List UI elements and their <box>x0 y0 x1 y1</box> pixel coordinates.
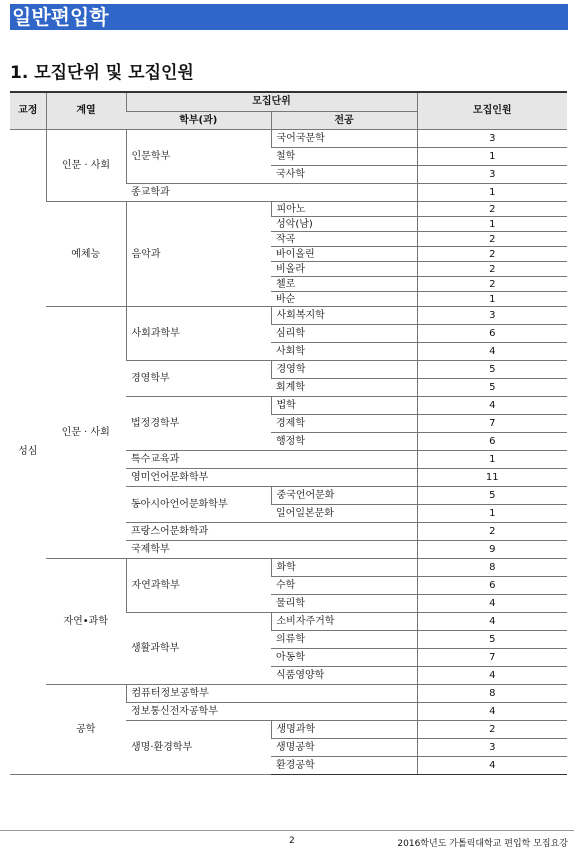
count-cell: 4 <box>417 595 567 613</box>
major-cell: 경영학 <box>271 361 417 379</box>
major-cell: 행정학 <box>271 433 417 451</box>
major-cell: 철학 <box>271 148 417 166</box>
count-cell: 1 <box>417 217 567 232</box>
major-cell: 중국언어문화 <box>271 487 417 505</box>
dept-cell: 법정경학부 <box>126 397 271 451</box>
major-cell: 수학 <box>271 577 417 595</box>
dept-cell: 생활과학부 <box>126 613 271 685</box>
page-number: 2 <box>289 836 295 846</box>
dept-cell: 인문학부 <box>126 130 271 184</box>
major-cell: 아동학 <box>271 649 417 667</box>
dept-cell: 프랑스어문화학과 <box>126 523 417 541</box>
header-major: 전공 <box>271 112 417 130</box>
major-cell: 국어국문학 <box>271 130 417 148</box>
count-cell: 5 <box>417 631 567 649</box>
major-cell: 비올라 <box>271 262 417 277</box>
major-cell: 사회학 <box>271 343 417 361</box>
count-cell: 2 <box>417 262 567 277</box>
field-cell: 예체능 <box>46 202 126 307</box>
page-banner: 일반편입학 <box>10 4 568 30</box>
count-cell: 1 <box>417 184 567 202</box>
count-cell: 4 <box>417 667 567 685</box>
major-cell: 법학 <box>271 397 417 415</box>
count-cell: 1 <box>417 505 567 523</box>
major-cell: 성악(남) <box>271 217 417 232</box>
count-cell: 4 <box>417 397 567 415</box>
count-cell: 4 <box>417 757 567 775</box>
count-cell: 1 <box>417 292 567 307</box>
major-cell: 물리학 <box>271 595 417 613</box>
header-field: 계열 <box>46 92 126 130</box>
count-cell: 9 <box>417 541 567 559</box>
dept-cell: 종교학과 <box>126 184 417 202</box>
count-cell: 2 <box>417 247 567 262</box>
header-campus: 교정 <box>10 92 46 130</box>
campus-cell: 성심 <box>10 130 46 775</box>
count-cell: 2 <box>417 277 567 292</box>
count-cell: 1 <box>417 451 567 469</box>
dept-cell: 음악과 <box>126 202 271 307</box>
count-cell: 7 <box>417 649 567 667</box>
dept-cell: 경영학부 <box>126 361 271 397</box>
count-cell: 6 <box>417 325 567 343</box>
count-cell: 6 <box>417 433 567 451</box>
major-cell: 의류학 <box>271 631 417 649</box>
dept-cell: 컴퓨터정보공학부 <box>126 685 417 703</box>
count-cell: 5 <box>417 379 567 397</box>
footer-divider <box>0 830 574 831</box>
major-cell: 경제학 <box>271 415 417 433</box>
count-cell: 2 <box>417 523 567 541</box>
major-cell: 바이올린 <box>271 247 417 262</box>
section-heading: 1. 모집단위 및 모집인원 <box>10 63 194 83</box>
count-cell: 3 <box>417 307 567 325</box>
dept-cell: 생명·환경학부 <box>126 721 271 775</box>
count-cell: 8 <box>417 685 567 703</box>
field-cell: 자연•과학 <box>46 559 126 685</box>
dept-cell: 특수교육과 <box>126 451 417 469</box>
major-cell: 일어일본문화 <box>271 505 417 523</box>
count-cell: 5 <box>417 361 567 379</box>
count-cell: 3 <box>417 739 567 757</box>
dept-cell: 영미언어문화학부 <box>126 469 417 487</box>
major-cell: 심리학 <box>271 325 417 343</box>
dept-cell: 국제학부 <box>126 541 417 559</box>
major-cell: 작곡 <box>271 232 417 247</box>
count-cell: 8 <box>417 559 567 577</box>
count-cell: 1 <box>417 148 567 166</box>
header-unit: 모집단위 <box>126 92 417 112</box>
footer-title: 2016학년도 가톨릭대학교 편입학 모집요강 <box>397 839 568 849</box>
major-cell: 식품영양학 <box>271 667 417 685</box>
dept-cell: 사회과학부 <box>126 307 271 361</box>
recruitment-table <box>10 91 567 775</box>
field-cell: 공학 <box>46 685 126 775</box>
field-cell: 인문 · 사회 <box>46 130 126 202</box>
major-cell: 국사학 <box>271 166 417 184</box>
count-cell: 5 <box>417 487 567 505</box>
major-cell: 피아노 <box>271 202 417 217</box>
count-cell: 4 <box>417 613 567 631</box>
major-cell: 바순 <box>271 292 417 307</box>
major-cell: 소비자주거학 <box>271 613 417 631</box>
count-cell: 2 <box>417 202 567 217</box>
major-cell: 화학 <box>271 559 417 577</box>
count-cell: 4 <box>417 343 567 361</box>
major-cell: 회계학 <box>271 379 417 397</box>
count-cell: 7 <box>417 415 567 433</box>
dept-cell: 정보통신전자공학부 <box>126 703 417 721</box>
count-cell: 3 <box>417 130 567 148</box>
dept-cell: 동아시아언어문화학부 <box>126 487 271 523</box>
major-cell: 사회복지학 <box>271 307 417 325</box>
count-cell: 4 <box>417 703 567 721</box>
field-cell: 인문 · 사회 <box>46 307 126 559</box>
major-cell: 생명과학 <box>271 721 417 739</box>
dept-cell: 자연과학부 <box>126 559 271 613</box>
major-cell: 환경공학 <box>271 757 417 775</box>
major-cell: 생명공학 <box>271 739 417 757</box>
count-cell: 2 <box>417 232 567 247</box>
count-cell: 6 <box>417 577 567 595</box>
header-count: 모집인원 <box>417 92 567 130</box>
count-cell: 11 <box>417 469 567 487</box>
major-cell: 첼로 <box>271 277 417 292</box>
count-cell: 3 <box>417 166 567 184</box>
header-dept: 학부(과) <box>126 112 271 130</box>
count-cell: 2 <box>417 721 567 739</box>
